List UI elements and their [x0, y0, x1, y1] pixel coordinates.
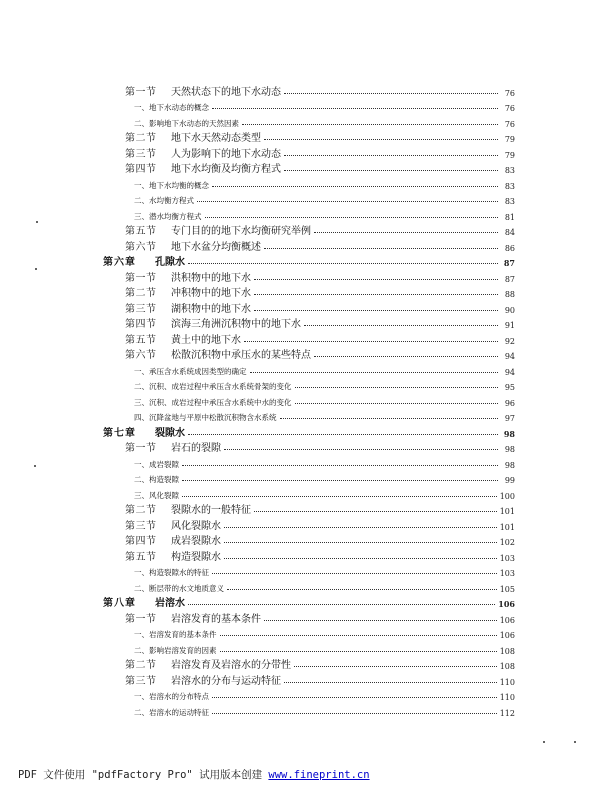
toc-entry-label — [125, 656, 291, 671]
dot-leader — [182, 465, 498, 466]
toc-entry-label — [103, 253, 185, 268]
page-number: 102 — [499, 538, 515, 547]
toc-entry-title: 二、构造裂隙 — [134, 475, 179, 484]
section-number: 第三节 — [125, 520, 157, 532]
page-number: 87 — [504, 274, 515, 284]
dot-leader — [224, 449, 498, 450]
toc-entry-title: 风化裂隙水 — [171, 520, 221, 532]
dot-leader — [304, 325, 498, 326]
page-number: 79 — [504, 135, 515, 144]
toc-entry-title: 一、岩溶发育的基本条件 — [134, 630, 217, 639]
toc-sub-row[interactable] — [103, 454, 515, 470]
toc-entry-label — [125, 548, 221, 563]
toc-entry-label — [125, 501, 251, 516]
dot-leader — [295, 403, 499, 404]
toc-section-row[interactable] — [103, 82, 515, 98]
section-number: 第三节 — [125, 148, 157, 160]
dot-leader — [314, 356, 498, 357]
dot-leader — [264, 248, 498, 249]
page-number: 101 — [499, 507, 515, 516]
toc-sub-row[interactable] — [103, 377, 515, 393]
toc-entry-label — [125, 610, 261, 625]
page-number: 98 — [503, 428, 515, 439]
page-number: 83 — [504, 181, 515, 191]
page-number: 95 — [504, 383, 515, 392]
page-number: 101 — [499, 522, 515, 532]
toc-sub-row[interactable] — [103, 485, 515, 501]
section-number: 第二节 — [125, 505, 157, 516]
page-number: 86 — [504, 243, 515, 253]
scan-speck — [543, 741, 545, 743]
toc-section-row[interactable] — [103, 609, 515, 625]
toc-chapter-row[interactable] — [103, 423, 515, 439]
toc-entry-label — [125, 145, 281, 160]
toc-entry-label — [125, 315, 301, 330]
toc-section-row[interactable] — [103, 160, 515, 176]
section-number: 第四节 — [125, 536, 157, 547]
section-number: 第三节 — [125, 303, 157, 315]
toc-section-row[interactable] — [103, 346, 515, 362]
toc-chapter-row[interactable] — [103, 253, 515, 269]
toc-section-row[interactable] — [103, 222, 515, 238]
scan-speck — [34, 465, 36, 467]
toc-entry-title: 三、潜水均衡方程式 — [134, 211, 202, 221]
dot-leader — [212, 713, 497, 714]
toc-entry-title: 二、岩溶水的运动特征 — [134, 707, 209, 717]
dot-leader — [254, 294, 498, 295]
toc-entry-label — [125, 83, 281, 98]
dot-leader — [314, 232, 498, 233]
section-number: 第六节 — [125, 241, 157, 253]
dot-leader — [212, 108, 498, 109]
toc-entry-title: 一、地下水均衡的概念 — [134, 180, 209, 190]
toc-entry-label — [134, 490, 179, 501]
toc-section-row[interactable] — [103, 516, 515, 532]
toc-section-row[interactable] — [103, 299, 515, 315]
toc-entry-title: 三、沉积、成岩过程中承压含水系统中水的变化 — [134, 397, 292, 407]
toc-entry-title: 一、承压含水系统成因类型的确定 — [134, 366, 247, 376]
page-number: 90 — [504, 305, 515, 315]
toc-entry-label — [125, 346, 311, 361]
toc-section-row[interactable] — [103, 144, 515, 160]
section-number: 第三节 — [125, 675, 157, 687]
toc-entry-label — [134, 211, 202, 222]
toc-entry-title: 二、水均衡方程式 — [134, 196, 194, 205]
section-number: 第二节 — [125, 660, 157, 671]
dot-leader — [284, 170, 498, 171]
page-number: 79 — [504, 150, 515, 160]
page-number: 96 — [504, 398, 515, 408]
toc-entry-label — [125, 238, 261, 253]
page-number: 92 — [504, 336, 515, 346]
dot-leader — [250, 372, 499, 373]
dot-leader — [254, 310, 498, 311]
toc-sub-row[interactable] — [103, 361, 515, 377]
toc-entry-label — [134, 691, 209, 702]
toc-sub-row[interactable] — [103, 113, 515, 129]
toc-entry-title: 二、沉积、成岩过程中承压含水系统骨架的变化 — [134, 382, 292, 391]
toc-entry-title: 一、岩溶水的分布特点 — [134, 692, 209, 701]
dot-leader — [264, 620, 497, 621]
toc-sub-row[interactable] — [103, 625, 515, 641]
toc-entry-title: 二、影响岩溶发育的因素 — [134, 645, 217, 655]
toc-entry-title: 裂隙水 — [155, 427, 185, 439]
page-number: 112 — [499, 708, 515, 718]
toc-entry-title: 湖积物中的地下水 — [171, 303, 251, 315]
toc-sub-row[interactable] — [103, 98, 515, 114]
dot-leader — [220, 635, 497, 636]
section-number: 第五节 — [125, 226, 157, 237]
toc-section-row[interactable] — [103, 501, 515, 517]
page-number: 106 — [498, 599, 515, 609]
dot-leader — [280, 418, 499, 419]
toc-entry-title: 成岩裂隙水 — [171, 536, 221, 547]
dot-leader — [227, 589, 497, 590]
toc-sub-row[interactable] — [103, 191, 515, 207]
footer-link[interactable]: www.fineprint.cn — [268, 769, 370, 781]
toc-entry-title: 地下水盆分均衡概述 — [171, 241, 261, 253]
dot-leader — [295, 387, 499, 388]
toc-section-row[interactable] — [103, 656, 515, 672]
toc-entry-title: 二、断层带的水文地质意义 — [134, 583, 224, 593]
toc-sub-row[interactable] — [103, 640, 515, 656]
page-number: 84 — [504, 228, 515, 237]
toc-entry-title: 专门目的的地下水均衡研究举例 — [171, 226, 311, 237]
toc-entry-title: 岩石的裂隙 — [171, 443, 221, 454]
toc-sub-row[interactable] — [103, 392, 515, 408]
pdf-footer — [18, 767, 370, 782]
toc-entry-label — [134, 412, 277, 423]
section-number: 第一节 — [125, 86, 157, 98]
dot-leader — [205, 217, 499, 218]
toc-entry-label — [134, 381, 292, 392]
page-number: 110 — [499, 693, 515, 702]
page-number: 94 — [504, 352, 515, 361]
toc-section-row[interactable] — [103, 237, 515, 253]
toc-sub-row[interactable] — [103, 206, 515, 222]
toc-entry-title: 一、构造裂隙水的特征 — [134, 568, 209, 577]
toc-entry-label — [125, 532, 221, 547]
dot-leader — [294, 666, 497, 667]
page-number: 106 — [499, 615, 515, 625]
page-number: 108 — [499, 646, 515, 656]
section-number: 第六节 — [125, 350, 157, 361]
page-number: 83 — [504, 166, 515, 175]
dot-leader — [188, 263, 498, 264]
toc-entry-label — [103, 424, 185, 439]
page-number: 110 — [499, 677, 515, 687]
toc-section-row[interactable] — [103, 268, 515, 284]
dot-leader — [212, 573, 497, 574]
toc-section-row[interactable] — [103, 671, 515, 687]
toc-entry-title: 裂隙水的一般特征 — [171, 505, 251, 516]
dot-leader — [212, 186, 498, 187]
toc-entry-label — [134, 195, 194, 206]
toc-chapter-row[interactable] — [103, 594, 515, 610]
toc-sub-row[interactable] — [103, 175, 515, 191]
toc-section-row[interactable] — [103, 439, 515, 455]
dot-leader — [220, 651, 497, 652]
page-number: 76 — [504, 119, 515, 129]
page-number: 103 — [499, 569, 515, 578]
chapter-number: 第六章 — [103, 257, 136, 268]
section-number: 第一节 — [125, 272, 157, 284]
toc-entry-label — [134, 397, 292, 408]
toc-entry-title: 地下水天然动态类型 — [171, 133, 261, 144]
dot-leader — [284, 155, 498, 156]
toc-entry-label — [125, 222, 311, 237]
page-number: 81 — [504, 212, 515, 222]
section-number: 第一节 — [125, 443, 157, 454]
toc-entry-title: 构造裂隙水 — [171, 551, 221, 563]
section-number: 第五节 — [125, 334, 157, 346]
dot-leader — [224, 527, 497, 528]
toc-entry-title: 三、风化裂隙 — [134, 490, 179, 500]
page-number: 88 — [504, 290, 515, 299]
scan-speck — [36, 221, 38, 223]
dot-leader — [254, 511, 497, 512]
toc-entry-label — [125, 331, 241, 346]
toc-sub-row[interactable] — [103, 687, 515, 703]
page-number: 100 — [499, 491, 515, 501]
toc-entry-label — [125, 300, 251, 315]
toc-entry-label — [125, 129, 261, 144]
toc-section-row[interactable] — [103, 532, 515, 548]
toc-entry-title: 一、成岩裂隙 — [134, 459, 179, 469]
page-number: 108 — [499, 662, 515, 671]
page-number: 91 — [504, 321, 515, 330]
dot-leader — [182, 480, 498, 481]
table-of-contents — [103, 82, 515, 718]
dot-leader — [224, 558, 497, 559]
toc-entry-label — [125, 160, 281, 175]
page-number: 98 — [504, 445, 515, 454]
page-number: 87 — [503, 258, 515, 268]
dot-leader — [242, 124, 498, 125]
page-number: 94 — [504, 367, 515, 377]
toc-entry-label — [134, 629, 217, 640]
toc-section-row[interactable] — [103, 315, 515, 331]
dot-leader — [284, 682, 497, 683]
toc-entry-label — [134, 118, 239, 129]
toc-entry-title: 滨海三角洲沉积物中的地下水 — [171, 319, 301, 330]
toc-entry-label — [134, 707, 209, 718]
toc-entry-title: 松散沉积物中承压水的某些特点 — [171, 350, 311, 361]
dot-leader — [264, 139, 498, 140]
toc-entry-label — [134, 583, 224, 594]
toc-entry-label — [125, 284, 251, 299]
toc-section-row[interactable] — [103, 284, 515, 300]
dot-leader — [244, 341, 498, 342]
toc-entry-title: 冲积物中的地下水 — [171, 288, 251, 299]
toc-entry-label — [125, 517, 221, 532]
dot-leader — [188, 434, 498, 435]
section-number: 第四节 — [125, 164, 157, 175]
dot-leader — [254, 279, 498, 280]
chapter-number: 第八章 — [103, 598, 136, 609]
toc-sub-row[interactable] — [103, 578, 515, 594]
toc-entry-title: 岩溶水 — [155, 598, 185, 609]
section-number: 第四节 — [125, 319, 157, 330]
toc-entry-title: 洪积物中的地下水 — [171, 272, 251, 284]
page-number: 98 — [504, 460, 515, 470]
toc-entry-label — [134, 474, 179, 485]
toc-entry-label — [134, 366, 247, 377]
dot-leader — [224, 542, 497, 543]
toc-entry-label — [134, 459, 179, 470]
chapter-number: 第七章 — [103, 427, 136, 439]
toc-entry-label — [134, 567, 209, 578]
toc-entry-label — [134, 180, 209, 191]
dot-leader — [197, 201, 498, 202]
toc-entry-title: 四、沉降盆地与平原中松散沉积物含水系统 — [134, 413, 277, 422]
page-number: 103 — [499, 553, 515, 563]
toc-entry-title: 二、影响地下水动态的天然因素 — [134, 118, 239, 128]
page-number: 106 — [499, 631, 515, 640]
toc-entry-title: 天然状态下的地下水动态 — [171, 86, 281, 98]
dot-leader — [182, 496, 497, 497]
toc-entry-title: 孔隙水 — [155, 257, 185, 268]
page-number: 105 — [499, 584, 515, 594]
page-number: 76 — [504, 104, 515, 113]
toc-section-row[interactable] — [103, 547, 515, 563]
scan-speck — [574, 741, 576, 743]
dot-leader — [284, 93, 498, 94]
section-number: 第五节 — [125, 551, 157, 563]
toc-entry-label — [134, 102, 209, 113]
page-number: 76 — [504, 88, 515, 98]
toc-entry-label — [134, 645, 217, 656]
toc-entry-label — [125, 672, 281, 687]
dot-leader — [188, 604, 495, 605]
toc-entry-label — [125, 439, 221, 454]
toc-entry-label — [125, 269, 251, 284]
toc-entry-title: 岩溶发育及岩溶水的分带性 — [171, 660, 291, 671]
toc-entry-title: 黄土中的地下水 — [171, 334, 241, 346]
section-number: 第一节 — [125, 613, 157, 625]
toc-entry-title: 人为影响下的地下水动态 — [171, 148, 281, 160]
toc-section-row[interactable] — [103, 330, 515, 346]
scan-speck — [35, 268, 37, 270]
toc-section-row[interactable] — [103, 129, 515, 145]
toc-sub-row[interactable] — [103, 408, 515, 424]
page-number: 83 — [504, 197, 515, 206]
footer-text: PDF 文件使用 "pdfFactory Pro" 试用版本创建 — [18, 769, 269, 781]
toc-entry-title: 岩溶水的分布与运动特征 — [171, 675, 281, 687]
section-number: 第二节 — [125, 288, 157, 299]
toc-sub-row[interactable] — [103, 470, 515, 486]
page-number: 99 — [504, 476, 515, 485]
dot-leader — [212, 697, 497, 698]
toc-entry-title: 地下水均衡及均衡方程式 — [171, 164, 281, 175]
section-number: 第二节 — [125, 133, 157, 144]
toc-sub-row[interactable] — [103, 563, 515, 579]
toc-entry-label — [103, 594, 185, 609]
toc-entry-title: 一、地下水动态的概念 — [134, 103, 209, 112]
toc-entry-title: 岩溶发育的基本条件 — [171, 613, 261, 625]
toc-sub-row[interactable] — [103, 702, 515, 718]
page-number: 97 — [504, 414, 515, 423]
